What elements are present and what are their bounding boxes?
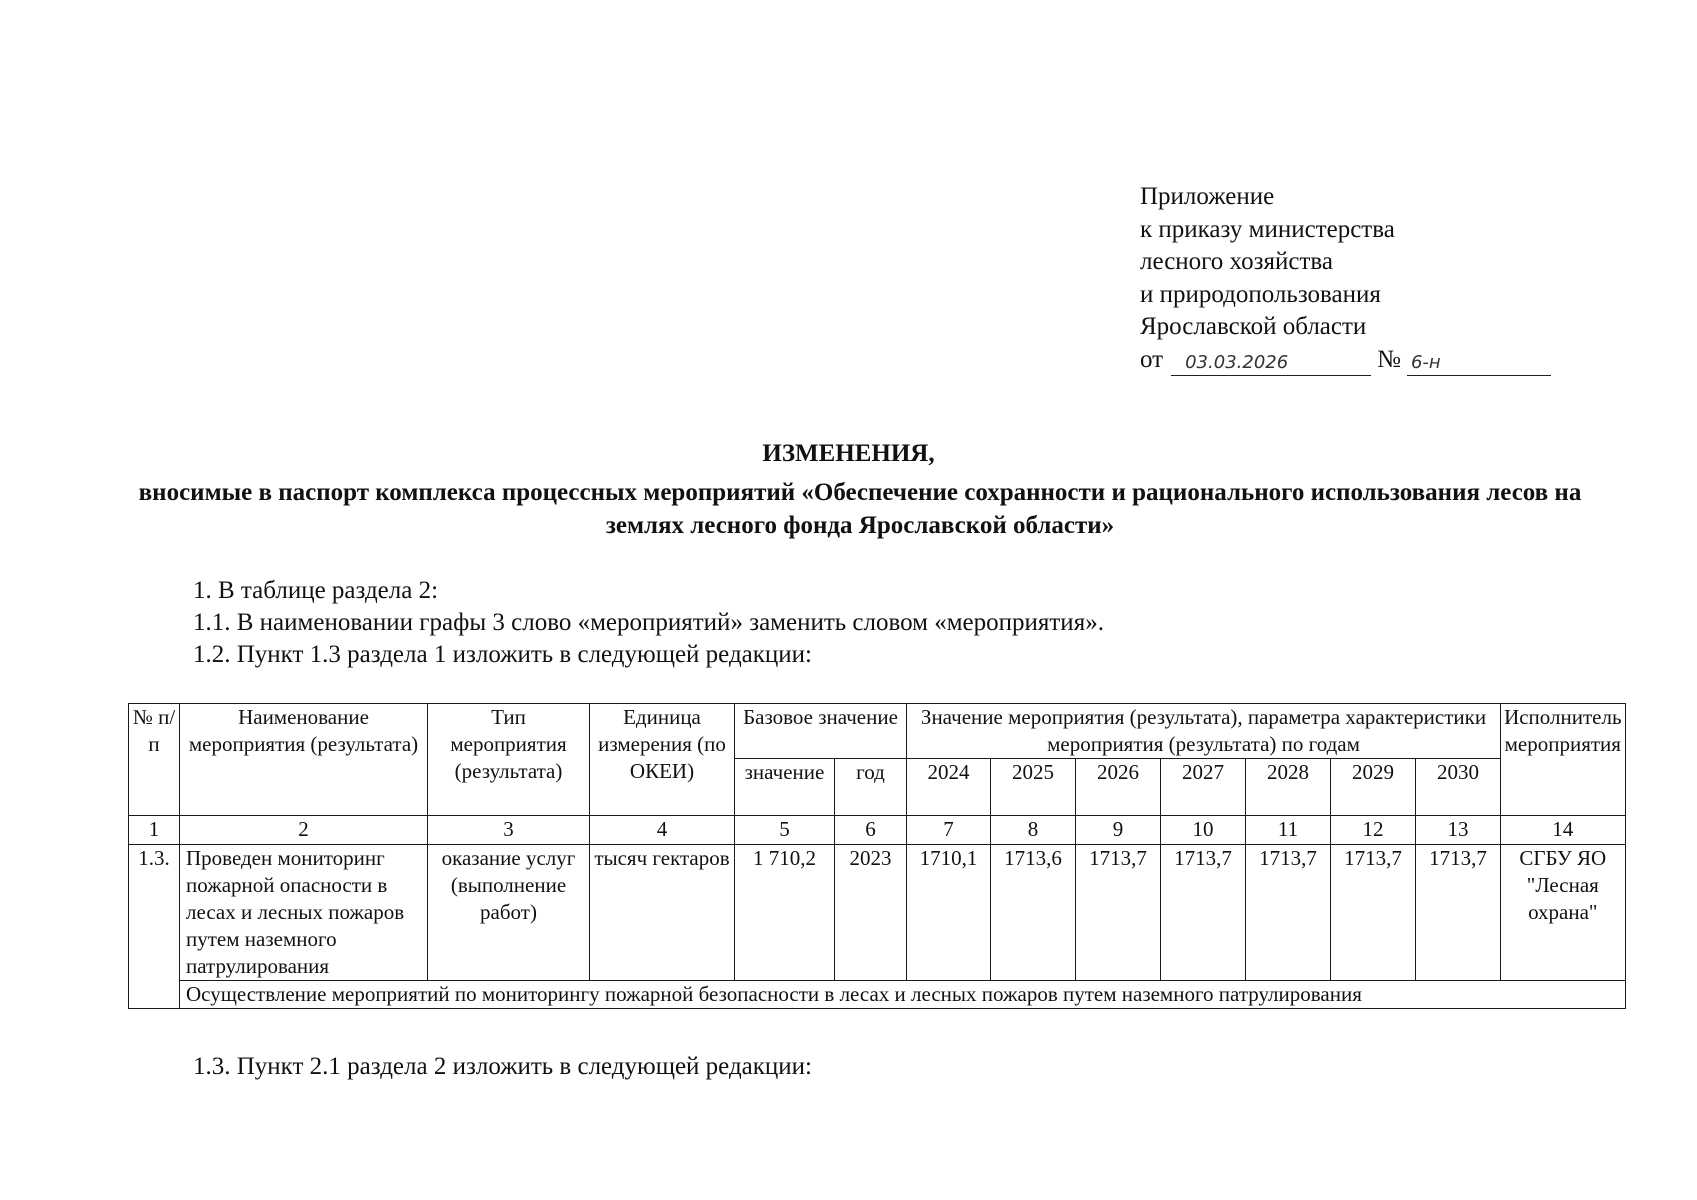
row-value: 1713,7 [1416, 845, 1501, 981]
row-value: 1713,7 [1076, 845, 1161, 981]
order-date: 03.03.2026 [1171, 351, 1371, 376]
row-unit: тысяч гектаров [590, 845, 735, 981]
header-executor: Исполнитель мероприятия [1501, 704, 1626, 816]
paragraph: 1.1. В наименовании графы 3 слово «мероприятий» заменить словом «мероприятия». [193, 609, 1104, 636]
header-base-year: год [835, 759, 907, 816]
appendix-line: Ярославской области [1140, 313, 1367, 340]
appendix-line: Приложение [1140, 183, 1275, 210]
row-num: 1.3. [129, 845, 180, 1009]
column-number: 3 [428, 816, 590, 845]
column-number: 10 [1161, 816, 1246, 845]
column-number-row [129, 816, 1626, 845]
column-number: 13 [1416, 816, 1501, 845]
row-value: 1713,7 [1246, 845, 1331, 981]
column-number: 4 [590, 816, 735, 845]
header-base-value: значение [735, 759, 835, 816]
column-number: 6 [835, 816, 907, 845]
order-reference [1140, 344, 1590, 377]
document-subtitle: вносимые в паспорт комплекса процессных мероприятий «Обеспечение сохранности и рационального использования лесов на землях лесного фонда Ярославской области» [138, 479, 1582, 539]
header-year: 2024 [907, 759, 991, 816]
paragraph: 1. В таблице раздела 2: [193, 577, 439, 604]
header-type: Тип мероприятия (результата) [428, 704, 590, 816]
date-prefix: от [1140, 345, 1164, 373]
column-number: 12 [1331, 816, 1416, 845]
header-year: 2028 [1246, 759, 1331, 816]
table-row [129, 845, 1626, 981]
footnote-row [129, 981, 1626, 1009]
paragraph: 1.2. Пункт 1.3 раздела 1 изложить в следующей редакции: [193, 641, 812, 668]
header-year: 2030 [1416, 759, 1501, 816]
row-value: 1710,1 [907, 845, 991, 981]
header-name: Наименование мероприятия (результата) [180, 704, 428, 816]
number-prefix: № [1377, 345, 1401, 373]
column-number: 7 [907, 816, 991, 845]
row-base-value: 1 710,2 [735, 845, 835, 981]
header-year: 2026 [1076, 759, 1161, 816]
column-number: 9 [1076, 816, 1161, 845]
appendix-block [1140, 181, 1590, 376]
header-row [129, 704, 1626, 759]
paragraph: 1.3. Пункт 2.1 раздела 2 изложить в следующей редакции: [193, 1053, 812, 1080]
appendix-line: и природопользования [1140, 280, 1381, 308]
row-base-year: 2023 [835, 845, 907, 981]
appendix-line: к приказу министерства [1140, 215, 1395, 243]
appendix-line: лесного хозяйства [1140, 248, 1333, 275]
header-year: 2029 [1331, 759, 1416, 816]
document-title: ИЗМЕНЕНИЯ, [762, 440, 935, 467]
row-executor: СГБУ ЯО "Лесная охрана" [1501, 845, 1626, 981]
activities-table [128, 703, 1626, 1009]
column-number: 8 [991, 816, 1076, 845]
column-number: 1 [129, 816, 180, 845]
column-number: 2 [180, 816, 428, 845]
header-year: 2027 [1161, 759, 1246, 816]
column-number: 5 [735, 816, 835, 845]
column-number: 11 [1246, 816, 1331, 845]
header-num: № п/п [129, 704, 180, 816]
row-type: оказание услуг (выполнение работ) [428, 845, 590, 981]
header-base: Базовое значение [735, 704, 907, 759]
row-value: 1713,6 [991, 845, 1076, 981]
row-value: 1713,7 [1331, 845, 1416, 981]
row-name: Проведен мониторинг пожарной опасности в лесах и лесных пожаров путем наземного патрулирования [180, 845, 428, 981]
header-values: Значение мероприятия (результата), параметра характеристики мероприятия (результата) по годам [907, 704, 1501, 759]
header-unit: Единица измерения (по ОКЕИ) [590, 704, 735, 816]
row-footnote: Осуществление мероприятий по мониторингу пожарной безопасности в лесах и лесных пожаров путем наземного патрулирования [180, 981, 1626, 1009]
row-value: 1713,7 [1161, 845, 1246, 981]
header-year: 2025 [991, 759, 1076, 816]
column-number: 14 [1501, 816, 1626, 845]
order-number: 6-н [1407, 351, 1551, 376]
